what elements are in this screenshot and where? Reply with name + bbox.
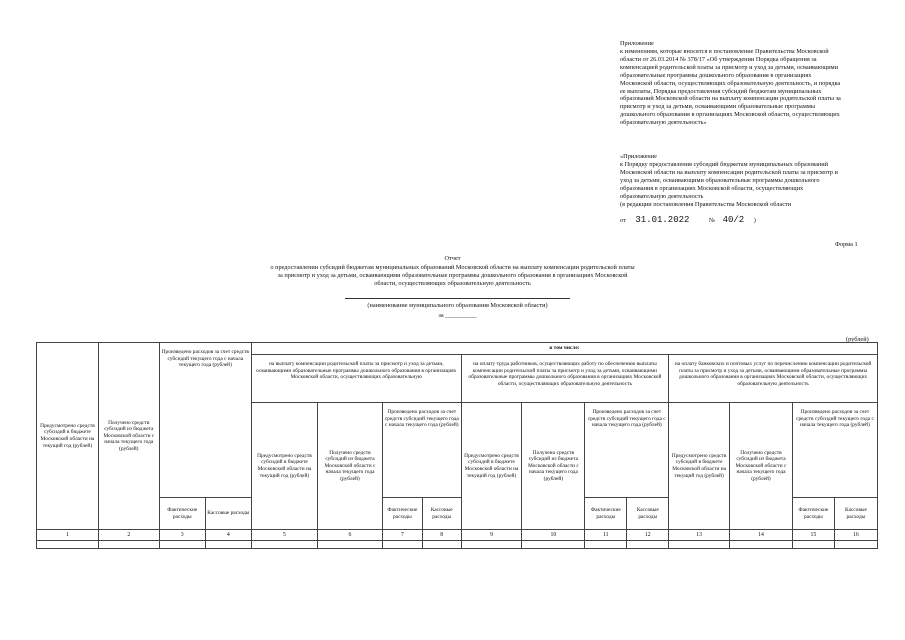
appendix-text-line: образований Московской области на выплату компенсации родительской платы за [620,95,841,103]
appendix-text-line: Московской области, осуществляющих образовательную деятельность, и порядка [620,79,841,87]
c3-cash-header: Кассовые расходы [205,498,251,530]
g3-received-header: Получено средств субсидий из бюджета Московской области с начала текущего года (рублей) [730,403,793,530]
data-cell[interactable] [37,541,99,549]
g1-spent-header: Произведено расходов за счет средств субсидий текущего года с начала текущего года (рублей) [382,403,461,498]
appendix-text-line: компенсацией родительской платы за присмотр и уход за детьми, осваивающими [620,63,838,71]
group-header-3: на оплату банковских и почтовых услуг по перечислению компенсации родительской платы за присмотр и уход за детьми, осваивающими образовательные программы дошкольного образования в организациях Московской области, осуществляющих образовательную деятельность [669,355,878,403]
g3-spent-header: Произведено расходов за счет средств субсидий текущего года с начала текущего года (рублей) [792,403,877,498]
data-cell[interactable] [251,541,317,549]
column-number: 5 [251,530,317,541]
report-subtitle-line: области, осуществляющих образовательную деятельность [374,279,531,287]
g2-received-header: Получено средств субсидий из бюджета Московской области с начала текущего года (рублей) [522,403,585,530]
g2-spent-header: Произведено расходов за счет средств субсидий текущего года с начала текущего года (рублей) [585,403,669,498]
column-number: 7 [382,530,422,541]
appendix2-text-line: образования в организациях Московской области, осуществляющих [620,184,804,192]
data-cell[interactable] [382,541,422,549]
column-number: 9 [461,530,522,541]
group-header-1: на выплату компенсации родительской платы за присмотр и уход за детьми, осваивающими образовательные программы дошкольного образования в организациях Московской области, осуществляющих образовательную [251,355,461,403]
appendix-text-line: ее выплаты, Порядка предоставления субсидий бюджетам муниципальных [620,87,822,95]
appendix2-text-line: уход за детьми, осваивающими образовательные программы дошкольного [620,176,820,184]
data-cell[interactable] [585,541,627,549]
appendix2-text [620,161,890,208]
column-number: 3 [159,530,205,541]
data-cell[interactable] [792,541,834,549]
appendix2-title: «Приложение [620,153,657,160]
appendix-text-line: области от 26.03.2014 № 378/17 «Об утверждении Порядка обращения за [620,55,817,63]
data-cell[interactable] [422,541,461,549]
appendix-title: Приложение [620,40,654,47]
report-title: Отчет [444,255,461,262]
report-table [36,342,878,549]
data-cell[interactable] [627,541,669,549]
g2-planned-header: Предусмотрено средств субсидий в бюджете Московской области на текущий год (рублей) [461,403,522,530]
appendix-text [620,48,890,127]
report-subtitle [200,264,705,288]
muni-caption: (наименование муниципального образования Московской области) [367,302,548,309]
data-row [37,541,878,549]
column-number: 14 [730,530,793,541]
g1-planned-header: Предусмотрено средств субсидий в бюджете Московской области на текущий год (рублей) [251,403,317,530]
g1-received-header: Получено средств субсидий из бюджета Московской области с начала текущего года (рублей) [317,403,382,530]
form-label: Форма 1 [835,241,858,248]
column-number: 10 [522,530,585,541]
resolution-line [620,215,820,226]
appendix-text-line: образовательную деятельность» [620,119,707,127]
including-header: в том числе: [251,343,877,355]
column-numbers-row [37,530,878,541]
from-label: от [620,217,626,224]
column-number: 4 [205,530,251,541]
appendix-text-line: образовательные программы дошкольного образования в организациях [620,71,812,79]
g2-actual-header: Фактические расходы [585,498,627,530]
closing-paren: ) [753,217,756,224]
units-label: (рублей) [846,336,869,343]
appendix2-text-line: (в редакции постановления Правительства Московской области [620,200,792,208]
g1-actual-header: Фактические расходы [382,498,422,530]
g3-cash-header: Кассовые расходы [834,498,877,530]
resolution-date: 31.01.2022 [635,215,690,225]
column-number: 6 [317,530,382,541]
g2-cash-header: Кассовые расходы [627,498,669,530]
data-cell[interactable] [522,541,585,549]
number-label: № [709,217,716,224]
data-cell[interactable] [669,541,730,549]
g1-cash-header: Кассовые расходы [422,498,461,530]
data-cell[interactable] [159,541,205,549]
data-cell[interactable] [730,541,793,549]
column-number: 1 [37,530,99,541]
group-header-2: на оплату труда работников, осуществляющих работу по обеспечению выплаты компенсации родительской платы за присмотр и уход за детьми, осваивающими образовательные программы дошкольного образования в организациях Московской области, осуществляющих образовательную деятельность [461,355,669,403]
resolution-number: 40/2 [722,215,745,225]
report-subtitle-line: за присмотр и уход за детьми, осваивающими образовательные программы дошкольного образования в организациях Московской [277,271,628,279]
appendix2-text-line: образовательную деятельность [620,192,704,200]
col-header-2: Получено средств субсидий из бюджета Московской области с начала текущего года (рублей) [98,343,159,530]
data-cell[interactable] [98,541,159,549]
col-header-3: Произведено расходов за счет средств субсидий текущего года с начала текущего года (рублей) [159,343,251,498]
column-number: 11 [585,530,627,541]
appendix-text-line: к изменениям, которые вносятся в постановление Правительства Московской [620,48,829,55]
data-cell[interactable] [461,541,522,549]
data-cell[interactable] [317,541,382,549]
column-number: 8 [422,530,461,541]
data-cell[interactable] [205,541,251,549]
appendix-text-line: дошкольного образования в организациях Московской области, осуществляющих [620,111,840,119]
column-number: 13 [669,530,730,541]
period-line: за __________ [438,312,477,319]
appendix2-text-line: Московской области на выплату компенсации родительской платы за присмотр и [620,168,838,176]
col-header-1: Предусмотрено средств субсидий в бюджете Московской области на текущий год (рублей) [37,343,99,530]
column-number: 16 [834,530,877,541]
appendix-text-line: присмотр и уход за детьми, осваивающими образовательные программы [620,103,816,111]
g3-actual-header: Фактические расходы [792,498,834,530]
data-cell[interactable] [834,541,877,549]
c3-actual-header: Фактические расходы [159,498,205,530]
column-number: 2 [98,530,159,541]
g3-planned-header: Предусмотрено средств субсидий в бюджете Московской области на текущий год (рублей) [669,403,730,530]
muni-name-line [345,298,570,299]
column-number: 12 [627,530,669,541]
report-subtitle-line: о предоставлении субсидий бюджетам муниципальных образований Московской области на выплату компенсации родительской платы [270,264,635,271]
column-number: 15 [792,530,834,541]
appendix2-text-line: к Порядку предоставления субсидий бюджетам муниципальных образований [620,161,829,168]
